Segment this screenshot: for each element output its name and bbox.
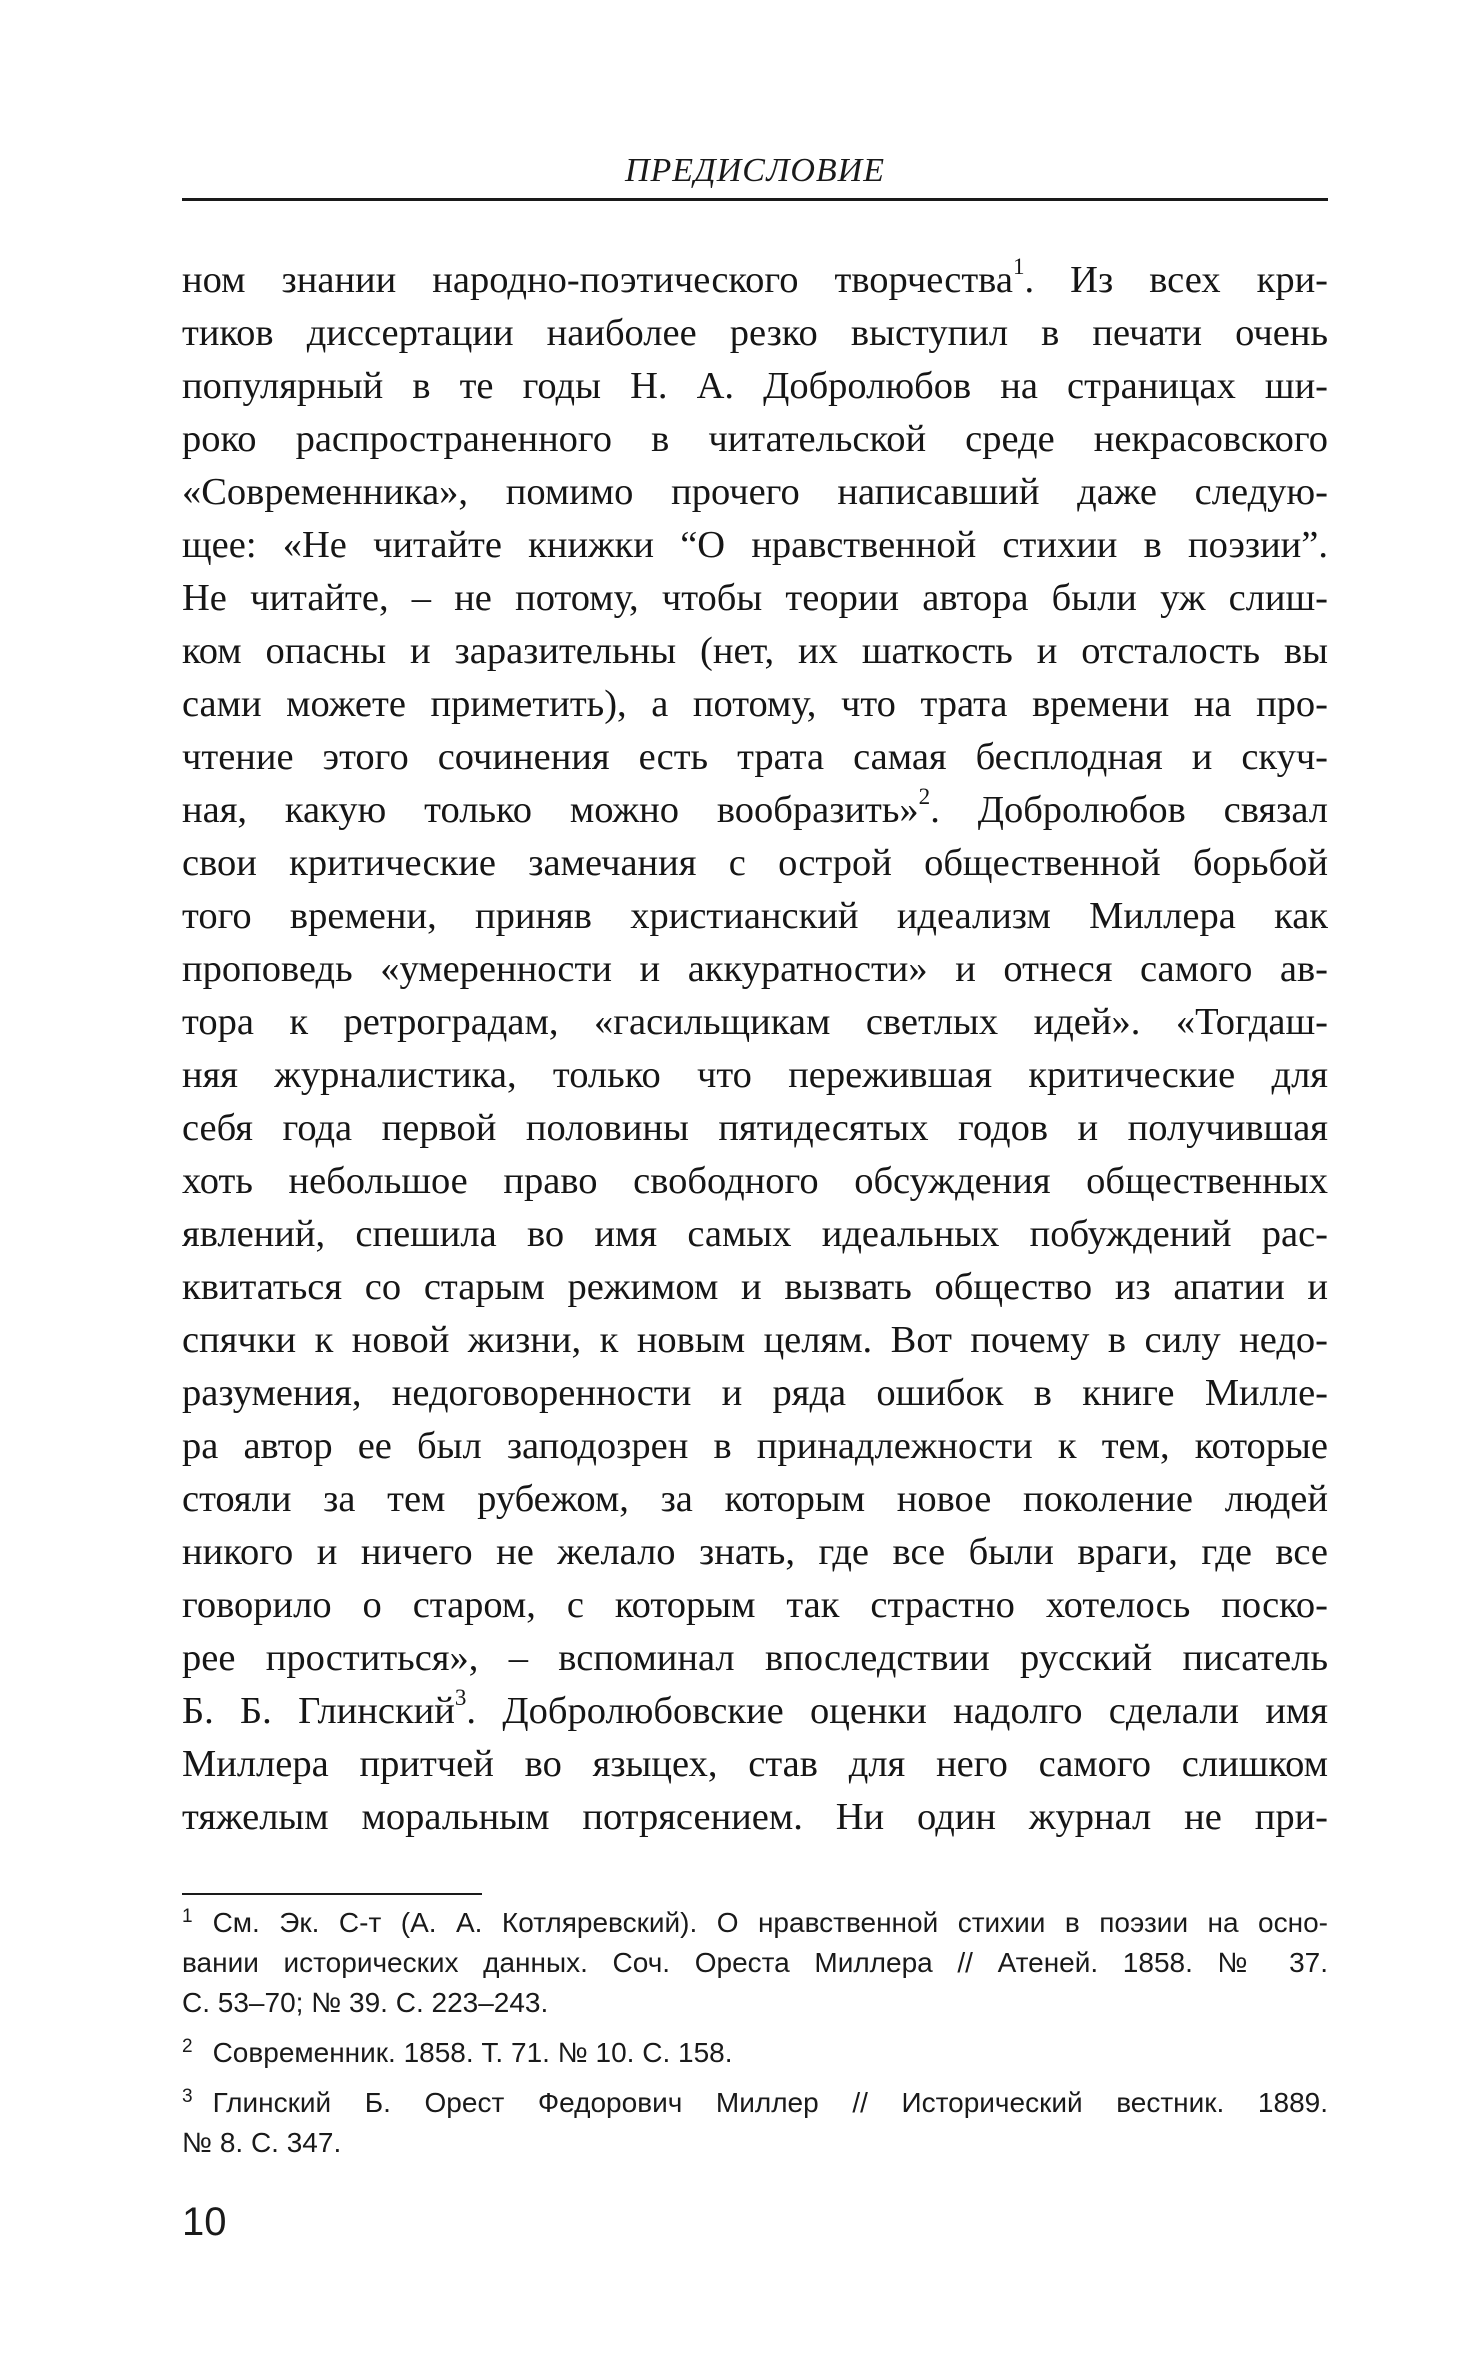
page-number: 10 <box>182 2200 227 2244</box>
text-line: Не читайте, – не потому, чтобы теории автора были уж слиш- <box>182 577 1328 619</box>
text-line: сами можете приметить), а потому, что трата времени на про- <box>182 683 1328 725</box>
footnote-ref: 1 <box>1012 252 1025 279</box>
text-line: явлений, спешила во имя самых идеальных побуждений рас- <box>182 1213 1328 1255</box>
text-line: спячки к новой жизни, к новым целям. Вот почему в силу недо- <box>182 1319 1328 1361</box>
text-line: квитаться со старым режимом и вызвать общество из апатии и <box>182 1266 1328 1308</box>
footnote-text: Глинский Б. Орест Федорович Миллер // Исторический вестник. 1889. <box>212 2087 1328 2118</box>
footnote-text: См. Эк. С-т (А. А. Котляревский). О нравственной стихии в поэзии на осно- <box>212 1907 1328 1938</box>
footnote-number: 3 <box>182 2086 193 2107</box>
footnotes <box>182 1903 1328 2173</box>
text-line: Миллера притчей во языцех, став для него самого слишком <box>182 1743 1328 1785</box>
text-line: свои критические замечания с острой общественной борьбой <box>182 842 1328 884</box>
header-rule <box>182 198 1328 201</box>
footnote-number: 1 <box>182 1906 193 1927</box>
text-line: стояли за тем рубежом, за которым новое поколение людей <box>182 1478 1328 1520</box>
text-line: хоть небольшое право свободного обсуждения общественных <box>182 1160 1328 1202</box>
text-line: говорило о старом, с которым так страстно хотелось поско- <box>182 1584 1328 1626</box>
text-line: ра автор ее был заподозрен в принадлежности к тем, которые <box>182 1425 1328 1467</box>
footnote-number: 2 <box>182 2036 193 2057</box>
text-line: няя журналистика, только что пережившая критические для <box>182 1054 1328 1096</box>
text-line: рее проститься», – вспоминал впоследствии русский писатель <box>182 1637 1328 1679</box>
text-line: того времени, приняв христианский идеализм Миллера как <box>182 895 1328 937</box>
text-line: щее: «Не читайте книжки “О нравственной стихии в поэзии”. <box>182 524 1328 566</box>
text-line: ная, какую только можно вообразить»$^2$. Добролюбов связал <box>182 782 1328 831</box>
text-line: роко распространенного в читательской среде некрасовского <box>182 418 1328 460</box>
text-line: популярный в те годы Н. А. Добролюбов на страницах ши- <box>182 365 1328 407</box>
footnote-text: Современник. 1858. Т. 71. № 10. С. 158. <box>212 2037 733 2068</box>
footnote-text: вании исторических данных. Соч. Ореста Миллера // Атеней. 1858. № 37. <box>182 1947 1328 1978</box>
footnote-2 <box>182 2033 1328 2073</box>
text-line: ном знании народно-поэтического творчества$^1$. Из всех кри- <box>182 252 1329 301</box>
text-line: чтение этого сочинения есть трата самая бесплодная и скуч- <box>182 736 1328 778</box>
text-line: никого и ничего не желало знать, где все были враги, где все <box>182 1531 1328 1573</box>
running-head: ПРЕДИСЛОВИЕ <box>624 152 886 189</box>
footnote-ref: 2 <box>918 782 931 809</box>
text-line: тора к ретроградам, «гасильщикам светлых идей». «Тогдаш- <box>182 1001 1328 1043</box>
footnote-ref: 3 <box>454 1683 467 1710</box>
text-line: тяжелым моральным потрясением. Ни один журнал не при- <box>182 1796 1328 1838</box>
text-line: тиков диссертации наиболее резко выступил в печати очень <box>182 312 1328 354</box>
footnote-rule <box>182 1893 482 1895</box>
footnote-1 <box>182 1903 1328 2023</box>
footnote-3 <box>182 2083 1328 2163</box>
footnote-text: № 8. С. 347. <box>182 2127 342 2158</box>
text-line: проповедь «умеренности и аккуратности» и отнеся самого ав- <box>182 948 1328 990</box>
text-line: «Современника», помимо прочего написавший даже следую- <box>182 471 1328 513</box>
text-line: разумения, недоговоренности и ряда ошибок в книге Милле- <box>182 1372 1328 1414</box>
text-line: себя года первой половины пятидесятых годов и получившая <box>182 1107 1328 1149</box>
text-line: ком опасны и заразительны (нет, их шаткость и отсталость вы <box>182 630 1328 672</box>
text-line: Б. Б. Глинский$^3$. Добролюбовские оценки надолго сделали имя <box>182 1683 1328 1732</box>
footnote-text: С. 53–70; № 39. С. 223–243. <box>182 1987 549 2018</box>
body-text <box>182 254 1328 1844</box>
